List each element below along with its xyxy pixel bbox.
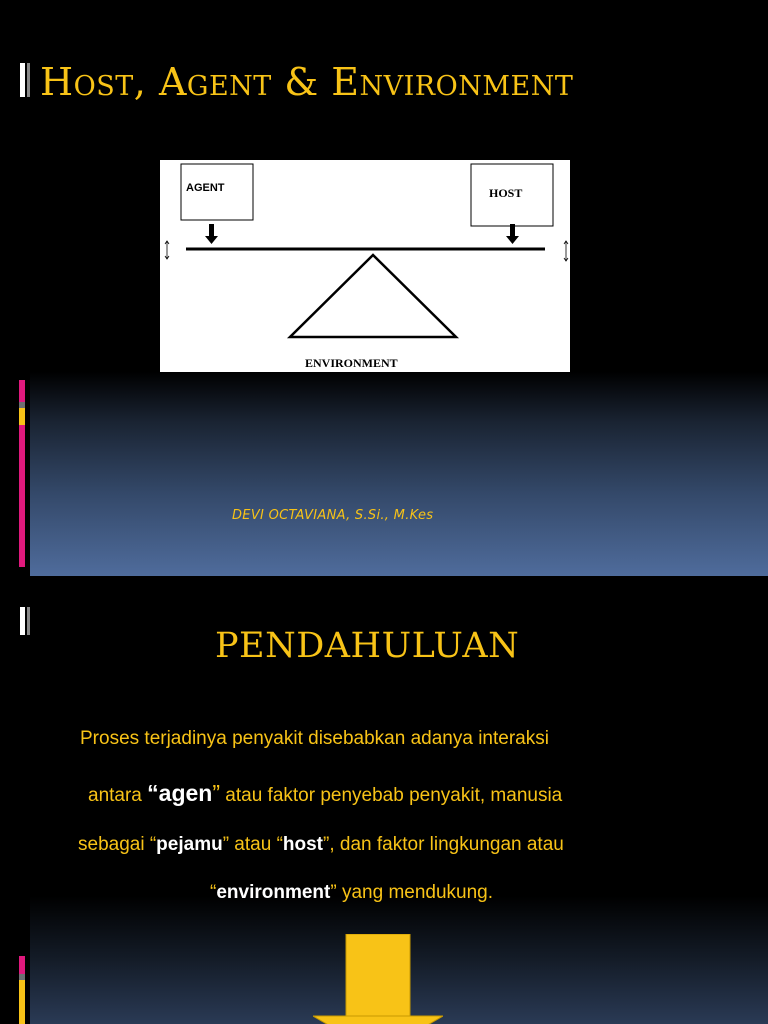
balance-diagram [160,160,570,372]
host-arrow-icon [506,224,519,244]
line-text: ” atau “ [222,834,283,855]
slide-title: Host, Agent & Environment [40,60,574,104]
line-text: ” yang mendukung. [330,882,494,903]
agent-arrow-icon [205,224,218,244]
down-arrow-icon [313,934,443,1024]
paragraph-line-2 [88,780,562,807]
paragraph-line-4 [210,882,493,904]
fulcrum-triangle [290,255,456,337]
environment-label: ENVIRONMENT [305,356,398,370]
paragraph-line-3 [78,834,564,856]
term-agen: agen [158,780,213,806]
line-text: sebagai “ [78,834,157,855]
title-marker [20,63,25,97]
quote-close: ” [212,780,221,806]
line-text: ”, dan faktor lingkungan atau [323,834,564,855]
slide-title: PENDAHULUAN [215,626,520,666]
line-text: Proses terjadinya penyakit disebabkan adanya interaksi [80,728,549,749]
left-decoration [19,380,27,567]
gradient-band [30,372,768,576]
quote-open: “ [147,780,159,806]
host-label: HOST [489,186,523,200]
title-marker-shadow [27,607,30,635]
title-marker [20,607,25,635]
term-pejamu: pejamu [156,834,223,855]
host-box [471,164,553,226]
line-text: antara [88,785,148,806]
left-decoration [19,956,27,1024]
agent-box [181,164,253,220]
left-vertical-arrow-icon [165,241,169,259]
line-text: atau faktor penyebab penyakit, manusia [220,785,563,806]
term-environment: environment [216,882,331,903]
agent-label: AGENT [186,182,225,194]
right-vertical-arrow-icon [564,241,568,261]
line-text: “ [210,882,217,903]
paragraph-line-1 [80,728,549,750]
title-marker-shadow [27,63,30,97]
term-host: host [282,834,324,855]
author-name: DEVI OCTAVIANA, S.Si., M.Kes [232,508,434,523]
